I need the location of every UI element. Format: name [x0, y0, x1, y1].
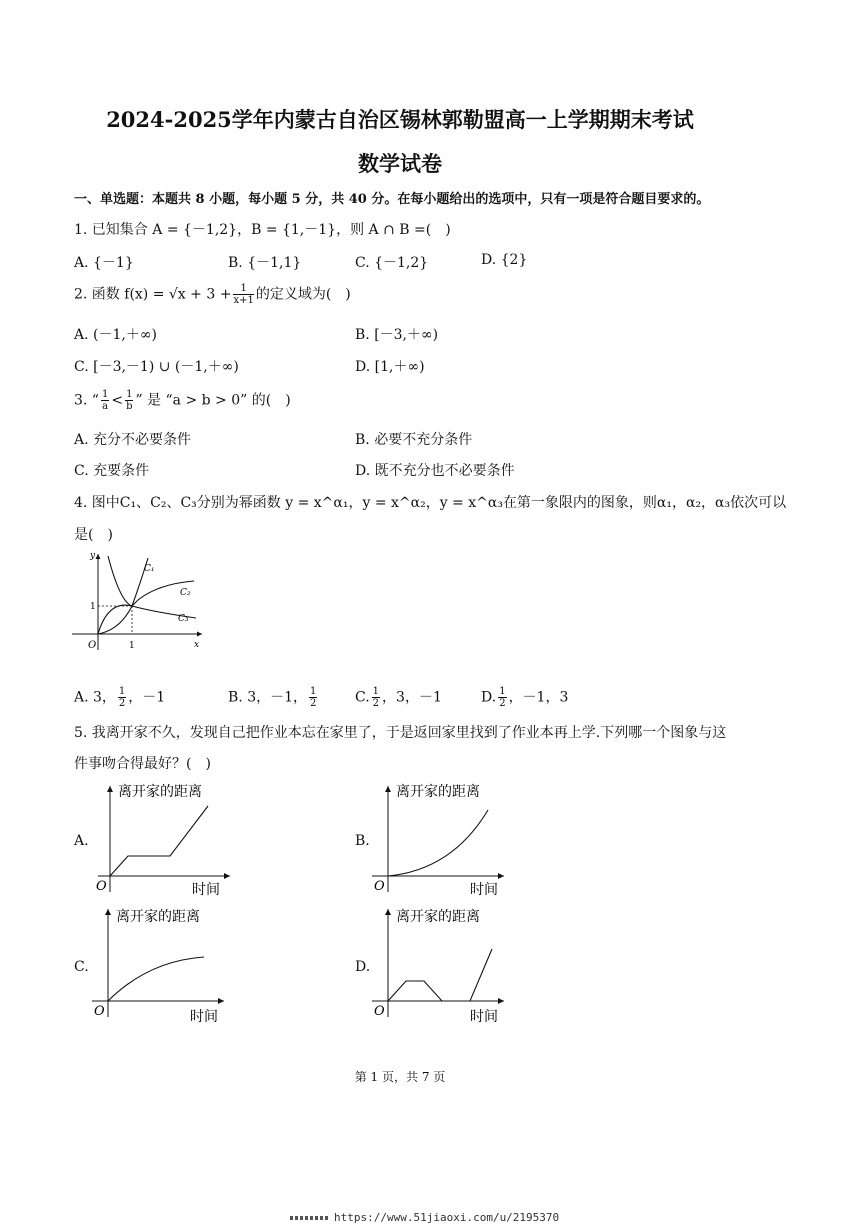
q4-a-rest: ，－1: [128, 689, 166, 706]
graph-b-curve: [388, 810, 488, 876]
graph-b-origin: O: [374, 879, 385, 894]
question-2-stem: [74, 283, 351, 306]
q4-c-frac-den: 2: [372, 698, 380, 709]
question-5-line1: 5. 我离开家不久，发现自己把作业本忘在家里了，于是返回家里找到了作业本再上学.下列哪一个图象与这: [74, 725, 727, 741]
q4-d-fraction: [498, 686, 506, 709]
graph-d-y-label: 离开家的距离: [396, 909, 480, 925]
question-5-line2: 件事吻合得最好？( ): [74, 756, 211, 772]
q2-option-b: B. [－3,＋∞): [355, 327, 439, 343]
q4-b-frac-num: 1: [310, 686, 317, 697]
q1-option-c: C. {－1,2}: [355, 255, 429, 271]
q2-option-d: D. [1,＋∞): [355, 359, 425, 375]
q4-d-frac-num: 1: [499, 686, 506, 697]
graph-c-y-arrow: [105, 909, 111, 915]
graph-b-x-arrow: [498, 873, 504, 879]
document-title: 2024-2025学年内蒙古自治区锡林郭勒盟高一上学期期末考试: [106, 107, 694, 132]
q4-a-frac-num: 1: [118, 686, 126, 697]
q4-d-lead: D.: [481, 689, 497, 706]
q3-suffix: ” 是 “a > b > 0” 的( ): [135, 392, 291, 409]
q4-a-fraction: [118, 686, 126, 709]
q3-option-c: C. 充要条件: [74, 463, 150, 479]
graph-c-x-arrow: [218, 998, 224, 1004]
x-axis-arrow: [197, 632, 202, 637]
graph-a-x-label: 时间: [192, 882, 220, 898]
q4-b-frac-den: 2: [310, 698, 317, 709]
y-axis-arrow: [96, 554, 101, 559]
graph-a-x-arrow: [224, 873, 230, 879]
power-function-figure: [68, 550, 208, 655]
page-footer: 第 1 页，共 7 页: [354, 1070, 446, 1084]
q1-option-d: D. {2}: [481, 252, 528, 268]
graph-d-x-arrow: [498, 998, 504, 1004]
q4-a-lead: A. 3，: [74, 689, 116, 706]
q2-option-c: C. [－3,－1) ∪ (－1,＋∞): [74, 359, 239, 375]
origin-label: O: [88, 640, 97, 651]
q4-c-frac-num: 1: [372, 686, 380, 697]
q3-prefix: 3. “: [74, 392, 99, 409]
graph-c-origin: O: [94, 1004, 105, 1019]
q4-a-frac-den: 2: [118, 698, 126, 709]
q5-graph-a: [88, 780, 238, 900]
graph-d-x-label: 时间: [470, 1009, 498, 1025]
q4-b-fraction: [309, 686, 317, 709]
graph-d-line: [388, 949, 492, 1001]
graph-b-x-label: 时间: [470, 882, 498, 898]
graph-a-y-arrow: [107, 786, 113, 792]
q2-frac-den: x+1: [233, 295, 254, 306]
q5-graph-c: [88, 905, 238, 1025]
q3-frac1-num: 1: [101, 389, 109, 400]
q5-graph-b: [362, 780, 512, 900]
q4-option-b: [228, 686, 319, 709]
q2-fraction: [233, 283, 253, 306]
question-4-line1: 4. 图中C₁、C₂、C₃分别为幂函数 y = x^α₁，y = x^α₂，y = x^α₃在第一象限内的图象，则α₁，α₂，α₃依次可以: [74, 495, 787, 511]
question-1-stem: 1. 已知集合 A = {－1,2}，B = {1,－1}，则 A ∩ B =( ): [74, 222, 451, 238]
graph-d-origin: O: [374, 1004, 385, 1019]
graph-d-y-arrow: [385, 909, 391, 915]
q1-option-b: B. {－1,1}: [228, 255, 302, 271]
x-axis-label: x: [194, 640, 200, 650]
q2-stem-prefix: 2. 函数 f(x) = √x + 3 +: [74, 286, 232, 303]
q4-option-d: [481, 686, 568, 709]
graph-a-origin: O: [96, 879, 107, 894]
watermark: [290, 1211, 559, 1224]
q4-c-rest: ，3，－1: [382, 689, 442, 706]
graph-a-line: [110, 806, 208, 876]
question-3-stem: [74, 389, 291, 412]
q5-graph-d: [362, 905, 512, 1025]
q5-graph-d-letter: D.: [355, 959, 371, 975]
q4-c-fraction: [372, 686, 380, 709]
document-subtitle: 数学试卷: [358, 151, 442, 176]
watermark-url: https://www.51jiaoxi.com/u/2195370: [334, 1211, 560, 1224]
q5-graph-b-letter: B.: [355, 833, 370, 849]
q3-frac1-den: a: [102, 401, 109, 412]
y-axis-label: y: [90, 551, 96, 561]
curve-c1: [98, 558, 148, 634]
graph-c-y-label: 离开家的距离: [116, 909, 200, 925]
graph-c-x-label: 时间: [190, 1009, 218, 1025]
q3-frac2-num: 1: [126, 389, 133, 400]
q4-option-a: [74, 686, 165, 709]
q4-d-rest: ，－1，3: [508, 689, 569, 706]
q4-c-lead: C.: [355, 689, 370, 706]
graph-b-y-label: 离开家的距离: [396, 784, 480, 800]
section-heading: 一、单选题：本题共 8 小题，每小题 5 分，共 40 分。在每小题给出的选项中，只有一项是符合题目要求的。: [74, 192, 710, 207]
q4-d-frac-den: 2: [499, 698, 506, 709]
q3-fraction-1: [101, 389, 109, 412]
x-tick-1: 1: [129, 641, 135, 651]
q3-option-d: D. 既不充分也不必要条件: [355, 463, 515, 479]
y-tick-1: 1: [90, 602, 96, 612]
q2-frac-num: 1: [233, 283, 253, 295]
q3-option-b: B. 必要不充分条件: [355, 432, 473, 448]
q5-graph-c-letter: C.: [74, 959, 89, 975]
q4-option-c: [355, 686, 442, 709]
q3-frac2-den: b: [126, 401, 133, 412]
graph-a-y-label: 离开家的距离: [118, 784, 202, 800]
q2-option-a: A. (－1,＋∞): [74, 327, 157, 343]
q3-option-a: A. 充分不必要条件: [74, 432, 192, 448]
q4-b-lead: B. 3，－1，: [228, 689, 308, 706]
curve-label-c1: C₁: [144, 564, 155, 574]
q3-lt: <: [111, 392, 124, 409]
watermark-logo-icon: [290, 1216, 328, 1220]
curve-label-c3: C₃: [178, 614, 189, 624]
q1-option-a: A. {－1}: [74, 255, 134, 271]
q3-fraction-2: [125, 389, 133, 412]
question-4-line2: 是( ): [74, 527, 113, 543]
q2-stem-suffix: 的定义域为( ): [255, 286, 351, 303]
graph-c-curve: [108, 957, 204, 1001]
graph-b-y-arrow: [385, 786, 391, 792]
q5-graph-a-letter: A.: [74, 833, 89, 849]
curve-label-c2: C₂: [180, 588, 191, 598]
